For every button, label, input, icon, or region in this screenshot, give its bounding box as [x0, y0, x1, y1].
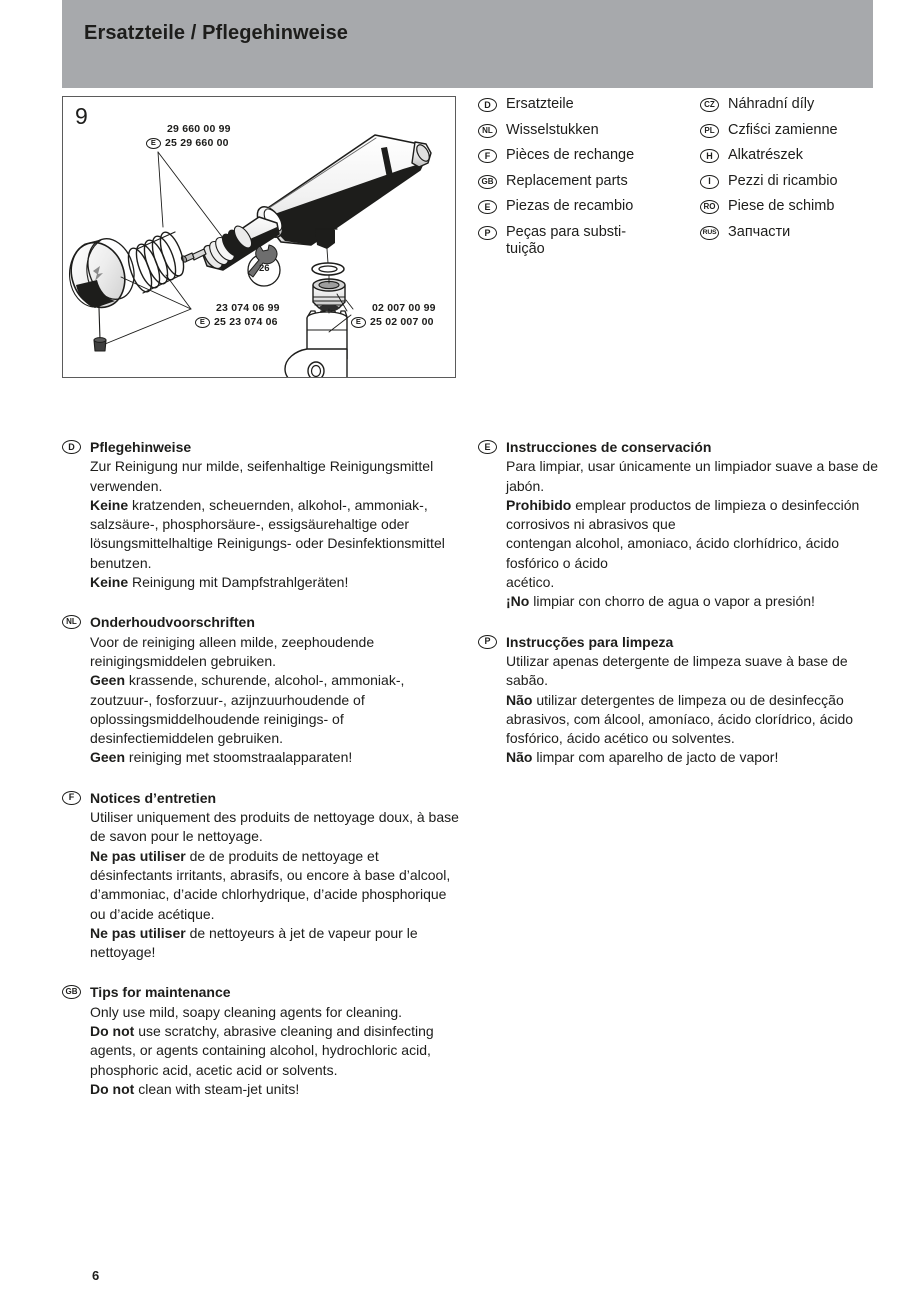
country-code-badge-p: P — [478, 635, 497, 649]
check-valve-insert — [313, 279, 345, 311]
legend-label: Ersatzteile — [506, 96, 574, 112]
maintenance-paragraph — [506, 573, 882, 592]
maintenance-paragraph — [506, 691, 882, 749]
legend-label: Piezas de recambio — [506, 198, 634, 215]
maintenance-paragraph — [506, 534, 882, 573]
legend-row-p — [478, 224, 676, 258]
body-text: kratzenden, scheuernden, alkohol-, ammoniak-, salzsäure-, phosphorsäure-, essigsäurehaltige oder lösungsmittelhaltige Reinigungs- oder Desinfektionsmittel benutzen. — [90, 496, 445, 571]
legend-label: Náhradní díly — [728, 96, 815, 112]
wrench-size-label: 26 — [259, 263, 270, 274]
page-number: 6 — [92, 1268, 100, 1283]
maintenance-block-nl — [62, 613, 462, 767]
replacement-parts-language-legend — [478, 96, 898, 267]
body-text: emplear productos de limpieza o desinfección corrosivos ni abrasivos que — [506, 496, 860, 533]
maintenance-block-body — [90, 808, 462, 963]
country-code-badge-d: D — [62, 440, 81, 454]
country-code-badge-rus: RUS — [700, 226, 719, 240]
maintenance-paragraph — [90, 457, 462, 496]
maintenance-paragraph — [90, 573, 462, 592]
maintenance-block-heading — [478, 633, 882, 651]
part-number-secondary: 25 29 660 00 — [165, 137, 229, 149]
country-code-badge-nl: NL — [478, 124, 497, 138]
body-text: de de produits de nettoyage et désinfectants irritants, abrasifs, ou encore à base d’alcool, d’ammoniac, d’acide chlorhydrique, d’acide phosphorique ou d’acide acétique. — [90, 847, 451, 922]
maintenance-block-title: Notices d’entretien — [90, 789, 217, 806]
maintenance-paragraph — [90, 847, 462, 924]
body-text: Para limpiar, usar únicamente un limpiador suave a base de jabón. — [506, 458, 878, 494]
legend-label: Pièces de rechange — [506, 147, 635, 164]
retaining-screw — [94, 308, 106, 351]
legend-row-f — [478, 147, 676, 164]
maintenance-block-title: Pflegehinweise — [90, 439, 192, 455]
legend-row-h — [700, 147, 898, 164]
part-number-secondary: 25 23 074 06 — [214, 316, 278, 328]
emphasis-text: Não — [506, 691, 537, 708]
body-text: krassende, schurende, alcohol-, ammoniak-, zoutzuur-, fosforzuur-, azijnzuurhoudende of oplossingsmiddelhoudende reinigings- of desinfectiemiddelen gebruiken. — [90, 672, 405, 747]
legend-label: Peças para substi- tuição — [506, 224, 627, 258]
maintenance-block-f — [62, 789, 462, 963]
maintenance-block-body — [506, 457, 882, 612]
coil-spring — [124, 229, 189, 294]
country-code-badge-h: H — [700, 149, 719, 163]
page-title: Ersatzteile / Pflegehinweise — [84, 22, 349, 44]
country-code-badge-ro: RO — [700, 200, 719, 214]
part-label-upper-left — [146, 122, 231, 150]
maintenance-block-title: Instrucções para limpeza — [506, 633, 674, 650]
body-text: limpar com aparelho de jacto de vapor! — [536, 749, 779, 766]
maintenance-paragraph — [506, 748, 882, 767]
exploded-view-diagram-panel — [62, 96, 456, 378]
maintenance-block-heading — [62, 613, 462, 631]
legend-row-nl — [478, 122, 676, 139]
legend-row-d — [478, 96, 676, 113]
maintenance-block-title: Instrucciones de conservación — [506, 439, 712, 455]
maintenance-text-column-left — [62, 438, 462, 1120]
flat-washer — [312, 263, 344, 275]
part-number-secondary: 25 02 007 00 — [370, 316, 434, 328]
country-code-badge-e: E — [478, 200, 497, 214]
part-label-lower-right — [351, 301, 436, 329]
maintenance-paragraph — [90, 1003, 462, 1022]
emphasis-text: Do not — [90, 1080, 139, 1097]
emphasis-text: Geen — [90, 672, 129, 689]
country-code-badge-pl: PL — [700, 124, 719, 138]
legend-label: Wisselstukken — [506, 121, 599, 138]
legend-column-left — [478, 96, 676, 267]
legend-label: Запчасти — [728, 224, 791, 241]
legend-row-e — [478, 198, 676, 215]
maintenance-block-body — [90, 457, 462, 592]
country-code-badge-f: F — [62, 791, 81, 805]
end-cap-disc — [63, 233, 141, 315]
thermostat-cartridge-exploded-diagram — [63, 97, 456, 378]
part-number-primary: 23 074 06 99 — [216, 302, 280, 314]
legend-label: Pezzi di ricambio — [728, 172, 838, 189]
body-text: Voor de reiniging alleen milde, zeephoudende reinigingsmiddelen gebruiken. — [90, 633, 375, 669]
body-text: reiniging met stoomstraalapparaten! — [128, 749, 353, 766]
maintenance-block-heading — [62, 789, 462, 807]
country-code-badge-gb: GB — [478, 175, 497, 189]
body-text: contengan alcohol, amoniaco, ácido clorhídrico, ácido fosfórico o ácido — [506, 535, 840, 571]
legend-row-gb — [478, 173, 676, 190]
country-code-badge-e: E — [351, 317, 366, 328]
figure-number: 9 — [75, 103, 88, 129]
body-text: Zur Reinigung nur milde, seifenhaltige Reinigungsmittel verwenden. — [90, 458, 434, 494]
emphasis-text: Prohibido — [506, 496, 576, 513]
legend-row-i — [700, 173, 898, 190]
maintenance-block-title: Tips for maintenance — [90, 984, 231, 1001]
emphasis-text: Keine — [90, 496, 133, 513]
body-text: Reinigung mit Dampfstrahlgeräten! — [132, 574, 349, 591]
maintenance-paragraph — [506, 592, 882, 611]
maintenance-paragraph — [90, 496, 462, 573]
country-code-badge-i: I — [700, 175, 719, 189]
maintenance-block-body — [90, 1003, 462, 1100]
body-text: Only use mild, soapy cleaning agents for cleaning. — [90, 1003, 403, 1020]
maintenance-block-heading — [62, 438, 462, 456]
maintenance-paragraph — [90, 1061, 462, 1080]
maintenance-paragraph — [90, 748, 462, 767]
country-code-badge-f: F — [478, 149, 497, 163]
maintenance-block-body — [90, 633, 462, 768]
maintenance-block-title: Onderhoudvoorschriften — [90, 614, 255, 631]
part-number-primary: 29 660 00 99 — [167, 123, 231, 135]
maintenance-paragraph — [90, 633, 462, 672]
part-label-lower-left — [195, 301, 280, 329]
legend-row-rus — [700, 224, 898, 241]
maintenance-block-d — [62, 438, 462, 592]
body-text: Utiliser uniquement des produits de nettoyage doux, à base de savon pour le nettoyage. — [90, 808, 459, 845]
maintenance-block-body — [506, 652, 882, 768]
body-text: clean with steam-jet units! — [138, 1080, 300, 1097]
country-code-badge-e: E — [146, 138, 161, 149]
page-header-bar — [62, 0, 873, 88]
body-text: utilizar detergentes de limpeza ou de desinfecção abrasivos, com álcool, amoníaco, ácido clorídrico, ácido fosfórico, ácido acético ou solventes. — [506, 691, 854, 747]
emphasis-text: Ne pas utiliser — [90, 924, 190, 941]
elbow-connector — [285, 311, 347, 378]
maintenance-paragraph — [90, 924, 462, 963]
maintenance-text-column-right — [478, 438, 882, 789]
legend-row-ro — [700, 198, 898, 215]
body-text: limpiar con chorro de agua o vapor a presión! — [533, 593, 815, 610]
country-code-badge-d: D — [478, 98, 497, 112]
emphasis-text: Keine — [90, 574, 133, 591]
maintenance-block-gb — [62, 983, 462, 1099]
emphasis-text: Não — [506, 749, 537, 766]
body-text: phosphoric acid, acetic acid or solvents. — [90, 1061, 338, 1078]
emphasis-text: Do not — [90, 1022, 139, 1039]
country-code-badge-nl: NL — [62, 615, 81, 629]
maintenance-block-heading — [478, 438, 882, 456]
body-text: de nettoyeurs à jet de vapeur pour le nettoyage! — [90, 924, 418, 961]
maintenance-paragraph — [90, 671, 462, 748]
legend-row-cz — [700, 96, 898, 113]
part-number-primary: 02 007 00 99 — [372, 302, 436, 314]
country-code-badge-e: E — [195, 317, 210, 328]
legend-label: Czfiści zamienne — [728, 121, 838, 138]
legend-row-pl — [700, 122, 898, 139]
maintenance-paragraph — [90, 808, 462, 847]
maintenance-block-e — [478, 438, 882, 612]
maintenance-paragraph — [506, 457, 882, 496]
maintenance-paragraph — [506, 652, 882, 691]
emphasis-text: Ne pas utiliser — [90, 847, 190, 864]
legend-label: Replacement parts — [506, 172, 628, 189]
legend-label: Alkatrészek — [728, 147, 803, 164]
body-text: use scratchy, abrasive cleaning and disinfecting agents, or agents containing alcohol, hydrochloric acid, — [90, 1022, 434, 1059]
emphasis-text: Geen — [90, 749, 129, 766]
emphasis-text: ¡No — [506, 593, 534, 610]
body-text: acético. — [506, 574, 555, 591]
country-code-badge-gb: GB — [62, 985, 81, 999]
maintenance-block-p — [478, 633, 882, 768]
body-text: Utilizar apenas detergente de limpeza suave à base de sabão. — [506, 652, 848, 689]
maintenance-paragraph — [90, 1022, 462, 1061]
legend-column-right — [700, 96, 898, 267]
country-code-badge-cz: CZ — [700, 98, 719, 112]
country-code-badge-e: E — [478, 440, 497, 454]
maintenance-paragraph — [90, 1080, 462, 1099]
legend-label: Piese de schimb — [728, 198, 835, 215]
maintenance-block-heading — [62, 983, 462, 1001]
maintenance-paragraph — [506, 496, 882, 535]
country-code-badge-p: P — [478, 226, 497, 240]
